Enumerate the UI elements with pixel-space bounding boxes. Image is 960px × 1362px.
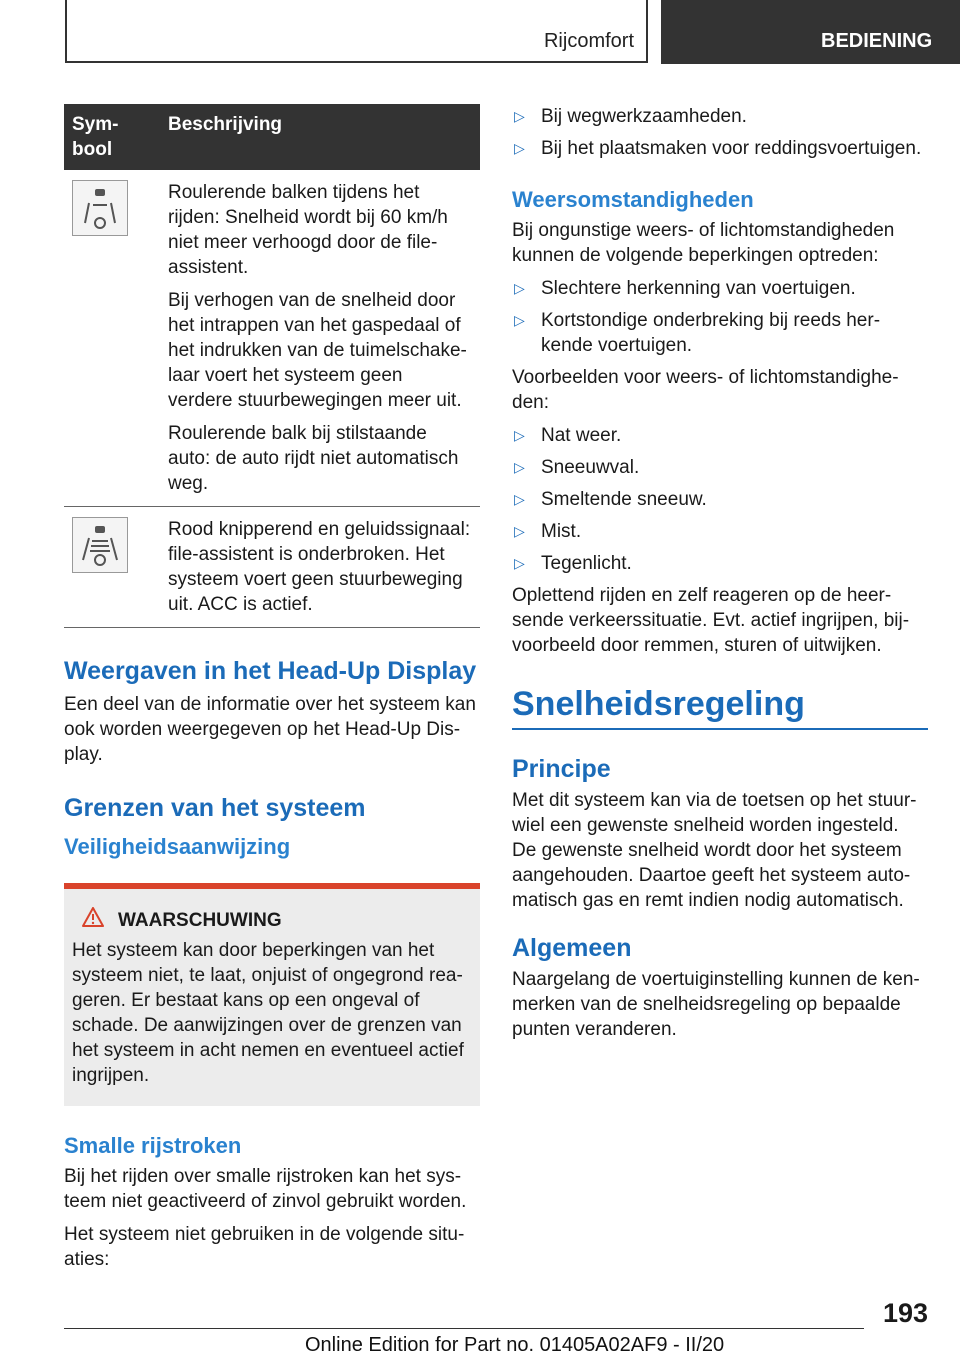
symbol-table	[64, 104, 480, 628]
page-number: 193	[882, 1298, 928, 1328]
list-item: ▷ Nat weer.	[514, 425, 622, 446]
table-row	[64, 507, 480, 628]
weather-outro: Oplettend rijden en zelf reageren op de heer-sende verkeerssituatie. Evt. actief ingrijpen, bij-voorbeeld door remmen, sturen of uitwijken.	[512, 585, 910, 656]
list-item: ▷ Slechtere herkenning van voertuigen.	[514, 278, 856, 299]
narrow-text-1: Bij het rijden over smalle rijstroken kan het sys-teem niet geactiveerd of zinvol gebruikt worden.	[64, 1166, 467, 1212]
row1-paragraph: Roulerende balk bij stilstaande auto: de auto rijdt niet automatisch weg.	[168, 423, 459, 494]
row1-paragraph: Bij verhogen van de snelheid door het intrappen van het gaspedaal of het indrukken van de tuimelschake-laar voert het systeem geen verdere stuurbewegingen meer uit.	[168, 290, 467, 411]
list-item: ▷ Sneeuwval.	[514, 457, 640, 478]
triangle-bullet-icon: ▷	[514, 312, 525, 328]
lane-assist-interrupted-icon	[72, 517, 128, 573]
list-item: ▷ Bij het plaatsmaken voor reddingsvoertuigen.	[514, 138, 922, 159]
weather-heading: Weersomstandigheden	[512, 187, 754, 212]
triangle-bullet-icon: ▷	[514, 555, 525, 571]
limits-heading: Grenzen van het systeem	[64, 794, 366, 822]
triangle-bullet-icon: ▷	[514, 459, 525, 475]
footer-edition: Online Edition for Part no. 01405A02AF9 - II/20	[305, 1334, 725, 1356]
row2-paragraph: Rood knipperend en geluidssignaal: file-assistent is onderbroken. Het systeem voert geen stuurbeweging uit. ACC is actief.	[168, 519, 471, 615]
weather-limits-list	[512, 276, 928, 358]
hud-heading: Weergaven in het Head-Up Display	[64, 657, 477, 685]
narrow-lanes-heading: Smalle rijstroken	[64, 1133, 242, 1158]
triangle-bullet-icon: ▷	[514, 108, 525, 124]
triangle-bullet-icon: ▷	[514, 140, 525, 156]
row1-paragraph: Roulerende balken tijdens het rijden: Snelheid wordt bij 60 km/h niet meer verhoogd door de file-assistent.	[168, 182, 448, 278]
lane-bars-symbol-icon	[72, 180, 128, 236]
triangle-bullet-icon: ▷	[514, 280, 525, 296]
safety-heading: Veiligheidsaanwijzing	[64, 834, 291, 859]
general-heading: Algemeen	[512, 934, 632, 962]
triangle-bullet-icon: ▷	[514, 523, 525, 539]
principle-text: Met dit systeem kan via de toetsen op het stuur-wiel een gewenste snelheid worden ingesteld. De gewenste snelheid wordt door het systeem aangehouden. Daartoe geeft het systeem auto-matisch gas en remt indien nodig automatisch.	[512, 790, 917, 911]
list-item: ▷ Smeltende sneeuw.	[514, 489, 707, 510]
table-row	[64, 170, 480, 507]
warning-box	[64, 883, 480, 1106]
list-item: ▷ Mist.	[514, 521, 582, 542]
col-symbol-header: Sym- bool	[64, 104, 160, 170]
warning-text: Het systeem kan door beperkingen van het systeem niet, te laat, onjuist of ongegrond rea-geren. Er bestaat kans op een ongeval of schade. De aanwijzingen over de grenzen van het systeem in acht nemen en eventueel actief ingrijpen.	[72, 940, 464, 1086]
narrow-text-2: Het systeem niet gebruiken in de volgende situ-aties:	[64, 1224, 465, 1270]
footer-divider	[64, 1328, 864, 1329]
triangle-bullet-icon: ▷	[514, 427, 525, 443]
left-column	[64, 104, 480, 1272]
warning-title: WAARSCHUWING	[118, 910, 282, 931]
weather-examples-intro: Voorbeelden voor weers- of lichtomstandighe-den:	[512, 367, 899, 413]
section-title: Rijcomfort	[543, 30, 634, 52]
col-description-header: Beschrijving	[160, 104, 480, 170]
situations-list	[512, 104, 928, 161]
triangle-bullet-icon: ▷	[514, 491, 525, 507]
list-item: ▷ Bij wegwerkzaamheden.	[514, 106, 747, 127]
general-text: Naargelang de voertuiginstelling kunnen de ken-merken van de snelheidsregeling op bepaalde punten veranderen.	[512, 969, 920, 1040]
list-item: ▷ Kortstondige onderbreking bij reeds her-kende voertuigen.	[514, 310, 881, 356]
chapter-tab: BEDIENING	[661, 0, 960, 64]
weather-intro: Bij ongunstige weers- of lichtomstandigheden kunnen de volgende beperkingen optreden:	[512, 220, 895, 266]
right-column	[512, 104, 928, 1042]
hud-text: Een deel van de informatie over het systeem kan ook worden weergegeven op het Head-Up Dis-play.	[64, 694, 476, 765]
list-item: ▷ Tegenlicht.	[514, 553, 632, 574]
weather-examples-list	[512, 423, 928, 576]
principle-heading: Principe	[512, 755, 611, 783]
speed-control-heading: Snelheidsregeling	[512, 684, 928, 730]
warning-triangle-icon	[82, 907, 104, 934]
